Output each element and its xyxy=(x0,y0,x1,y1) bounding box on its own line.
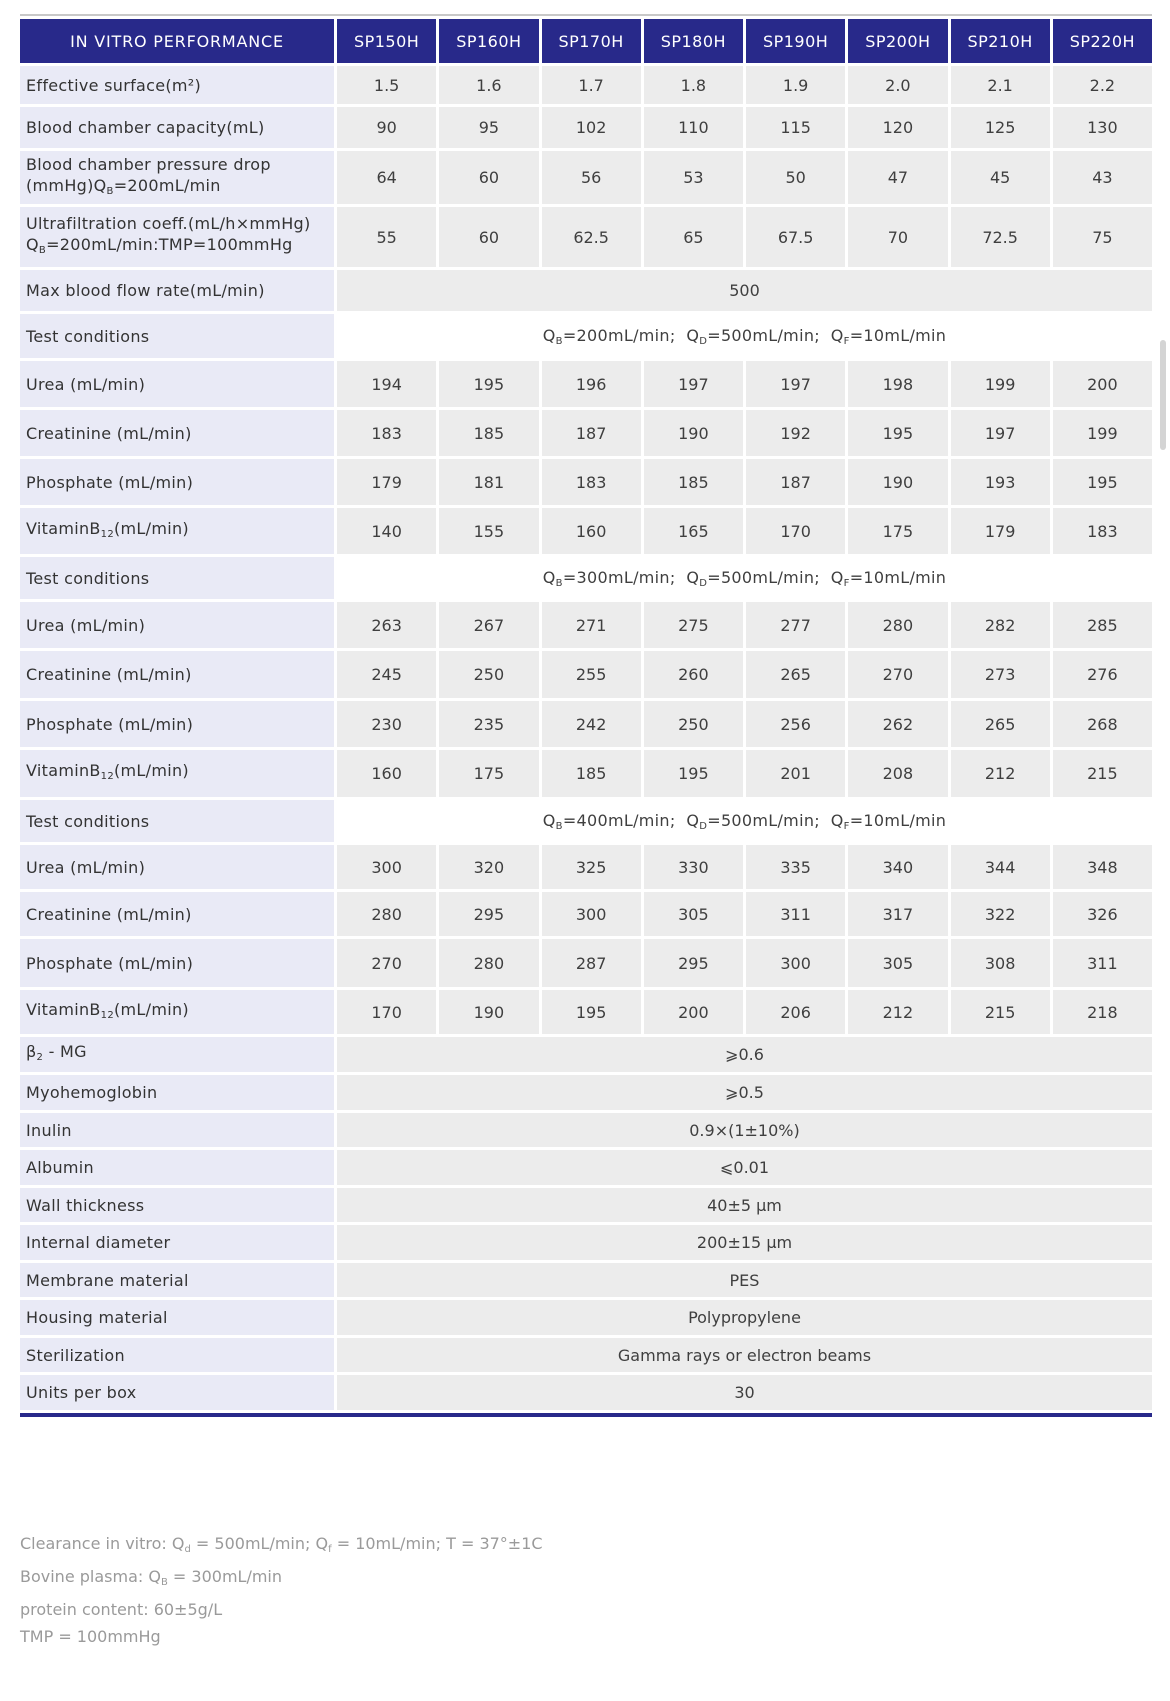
row-label: Sterilization xyxy=(20,1338,334,1372)
cell: 200 xyxy=(644,990,743,1034)
bottom-rule xyxy=(20,1413,1152,1417)
cell: 65 xyxy=(644,207,743,267)
row-property xyxy=(20,1150,1152,1185)
row-label: Myohemoglobin xyxy=(20,1075,334,1110)
label-text: VitaminB xyxy=(26,761,101,780)
row-effective-surface xyxy=(20,66,1152,104)
row-label: Effective surface(m²) xyxy=(20,66,334,104)
cell: 265 xyxy=(951,701,1050,747)
row-property xyxy=(20,1113,1152,1147)
cell: 270 xyxy=(337,939,436,987)
cell: 53 xyxy=(644,151,743,204)
cell: 335 xyxy=(746,845,845,889)
cell: 212 xyxy=(848,990,947,1034)
cell: 102 xyxy=(542,107,641,148)
cell: 185 xyxy=(644,459,743,505)
cell: 2.1 xyxy=(951,66,1050,104)
row-test-conditions xyxy=(20,557,1152,599)
merged-cell: 200±15 μm xyxy=(337,1225,1152,1260)
cell: 230 xyxy=(337,701,436,747)
cell: 183 xyxy=(542,459,641,505)
note-text: = 300mL/min xyxy=(167,1567,283,1586)
label-text: (mL/min) xyxy=(114,999,189,1019)
subscript: f xyxy=(328,1544,332,1555)
cell: 120 xyxy=(848,107,947,148)
cell: 300 xyxy=(542,892,641,936)
subscript: B xyxy=(555,820,563,832)
cell: 300 xyxy=(337,845,436,889)
cell: 344 xyxy=(951,845,1050,889)
cell: 1.6 xyxy=(439,66,538,104)
condition-value: =10mL/min xyxy=(849,325,947,345)
condition-q: Q xyxy=(686,325,700,345)
row-label xyxy=(20,750,334,797)
header-row xyxy=(20,19,1152,63)
cell: 308 xyxy=(951,939,1050,987)
cell: 242 xyxy=(542,701,641,747)
cell: 47 xyxy=(848,151,947,204)
footnotes xyxy=(20,1530,543,1650)
row-max-flow xyxy=(20,270,1152,311)
row-label: Phosphate (mL/min) xyxy=(20,939,334,987)
row-label: Urea (mL/min) xyxy=(20,602,334,648)
subscript: 12 xyxy=(100,528,114,540)
cell: 201 xyxy=(746,750,845,797)
cell: 280 xyxy=(439,939,538,987)
model-header: SP220H xyxy=(1053,19,1152,63)
row-label xyxy=(20,207,334,267)
model-header: SP170H xyxy=(542,19,641,63)
row-label: Wall thickness xyxy=(20,1188,334,1222)
cell: 110 xyxy=(644,107,743,148)
cell: 195 xyxy=(542,990,641,1034)
cell: 311 xyxy=(746,892,845,936)
row-property xyxy=(20,1188,1152,1222)
cell: 348 xyxy=(1053,845,1152,889)
model-header: SP200H xyxy=(848,19,947,63)
cell: 200 xyxy=(1053,361,1152,407)
cell: 197 xyxy=(951,410,1050,456)
cell: 256 xyxy=(746,701,845,747)
table-title: IN VITRO PERFORMANCE xyxy=(20,19,334,63)
condition-q: Q xyxy=(686,567,700,587)
cell: 70 xyxy=(848,207,947,267)
label-text: (mL/min) xyxy=(114,761,189,780)
cell: 56 xyxy=(542,151,641,204)
subscript: 2 xyxy=(36,1052,44,1063)
test-conditions-cell xyxy=(337,314,1152,358)
row-label: Creatinine (mL/min) xyxy=(20,651,334,698)
cell: 195 xyxy=(644,750,743,797)
cell: 311 xyxy=(1053,939,1152,987)
note-line: TMP = 100mmHg xyxy=(20,1627,161,1646)
cell: 194 xyxy=(337,361,436,407)
note-line: protein content: 60±5g/L xyxy=(20,1600,223,1619)
subscript: 12 xyxy=(100,1009,114,1021)
cell: 183 xyxy=(1053,508,1152,554)
cell: 193 xyxy=(951,459,1050,505)
performance-table xyxy=(17,16,1155,1413)
label-text: β xyxy=(26,1042,37,1061)
cell: 125 xyxy=(951,107,1050,148)
cell: 192 xyxy=(746,410,845,456)
cell: 199 xyxy=(951,361,1050,407)
subscript: D xyxy=(699,335,708,347)
cell: 62.5 xyxy=(542,207,641,267)
row-phosphate xyxy=(20,939,1152,987)
row-label xyxy=(20,508,334,554)
cell: 190 xyxy=(848,459,947,505)
subscript: F xyxy=(843,335,850,347)
subscript: B xyxy=(555,335,563,347)
note-line xyxy=(20,1530,543,1563)
cell: 190 xyxy=(644,410,743,456)
label-text: VitaminB xyxy=(26,518,101,538)
cell: 1.8 xyxy=(644,66,743,104)
cell: 285 xyxy=(1053,602,1152,648)
row-label: Phosphate (mL/min) xyxy=(20,459,334,505)
cell: 130 xyxy=(1053,107,1152,148)
row-label: Internal diameter xyxy=(20,1225,334,1260)
label-line: Q xyxy=(26,235,39,254)
cell: 212 xyxy=(951,750,1050,797)
subscript: d xyxy=(184,1544,191,1555)
cell: 262 xyxy=(848,701,947,747)
merged-cell: 40±5 μm xyxy=(337,1188,1152,1222)
cell: 50 xyxy=(746,151,845,204)
cell: 282 xyxy=(951,602,1050,648)
cell: 95 xyxy=(439,107,538,148)
cell: 195 xyxy=(848,410,947,456)
cell: 185 xyxy=(439,410,538,456)
row-blood-capacity xyxy=(20,107,1152,148)
cell: 1.5 xyxy=(337,66,436,104)
label-text: VitaminB xyxy=(26,999,101,1019)
row-test-conditions xyxy=(20,314,1152,358)
row-property xyxy=(20,1375,1152,1410)
cell: 175 xyxy=(439,750,538,797)
row-label: Phosphate (mL/min) xyxy=(20,701,334,747)
row-label: Urea (mL/min) xyxy=(20,845,334,889)
cell: 275 xyxy=(644,602,743,648)
cell: 250 xyxy=(644,701,743,747)
merged-cell: 500 xyxy=(337,270,1152,311)
merged-cell: ⩾0.5 xyxy=(337,1075,1152,1110)
model-header: SP150H xyxy=(337,19,436,63)
cell: 140 xyxy=(337,508,436,554)
row-label: Creatinine (mL/min) xyxy=(20,892,334,936)
cell: 280 xyxy=(848,602,947,648)
row-uf-coeff xyxy=(20,207,1152,267)
cell: 325 xyxy=(542,845,641,889)
cell: 197 xyxy=(644,361,743,407)
cell: 2.2 xyxy=(1053,66,1152,104)
row-creatinine xyxy=(20,892,1152,936)
cell: 277 xyxy=(746,602,845,648)
cell: 206 xyxy=(746,990,845,1034)
cell: 197 xyxy=(746,361,845,407)
cell: 187 xyxy=(746,459,845,505)
condition-q: Q xyxy=(686,810,700,830)
row-vitb12 xyxy=(20,990,1152,1034)
label-text: (mL/min) xyxy=(114,518,189,538)
row-label: Albumin xyxy=(20,1150,334,1185)
cell: 195 xyxy=(1053,459,1152,505)
cell: 268 xyxy=(1053,701,1152,747)
cell: 320 xyxy=(439,845,538,889)
subscript: B xyxy=(160,1577,168,1588)
row-urea xyxy=(20,602,1152,648)
cell: 287 xyxy=(542,939,641,987)
cell: 190 xyxy=(439,990,538,1034)
cell: 60 xyxy=(439,207,538,267)
condition-q: Q xyxy=(830,567,844,587)
cell: 280 xyxy=(337,892,436,936)
cell: 179 xyxy=(337,459,436,505)
label-line: =200mL/min xyxy=(113,175,221,195)
row-vitb12 xyxy=(20,508,1152,554)
model-header: SP210H xyxy=(951,19,1050,63)
model-header: SP190H xyxy=(746,19,845,63)
cell: 340 xyxy=(848,845,947,889)
note-text: Clearance in vitro: Q xyxy=(20,1534,185,1553)
label-text: - MG xyxy=(43,1042,87,1061)
cell: 317 xyxy=(848,892,947,936)
cell: 196 xyxy=(542,361,641,407)
cell: 326 xyxy=(1053,892,1152,936)
subscript: 12 xyxy=(100,771,114,782)
condition-value: =10mL/min xyxy=(849,567,947,587)
cell: 271 xyxy=(542,602,641,648)
cell: 235 xyxy=(439,701,538,747)
row-label xyxy=(20,151,334,204)
cell: 276 xyxy=(1053,651,1152,698)
test-conditions-cell xyxy=(337,800,1152,842)
label-line: (mmHg)Q xyxy=(26,175,107,195)
label-line: =200mL/min:TMP=100mmHg xyxy=(46,235,293,254)
row-label: Test conditions xyxy=(20,800,334,842)
row-label: Blood chamber capacity(mL) xyxy=(20,107,334,148)
row-property xyxy=(20,1300,1152,1335)
test-conditions-cell xyxy=(337,557,1152,599)
merged-cell: 30 xyxy=(337,1375,1152,1410)
cell: 218 xyxy=(1053,990,1152,1034)
row-pressure-drop xyxy=(20,151,1152,204)
row-urea xyxy=(20,845,1152,889)
cell: 250 xyxy=(439,651,538,698)
condition-value: =200mL/min; xyxy=(562,325,676,345)
row-property xyxy=(20,1225,1152,1260)
row-label xyxy=(20,1037,334,1072)
condition-q: Q xyxy=(830,325,844,345)
cell: 55 xyxy=(337,207,436,267)
cell: 170 xyxy=(337,990,436,1034)
merged-cell: PES xyxy=(337,1263,1152,1297)
cell: 2.0 xyxy=(848,66,947,104)
model-header: SP180H xyxy=(644,19,743,63)
cell: 67.5 xyxy=(746,207,845,267)
condition-q: Q xyxy=(542,567,556,587)
cell: 260 xyxy=(644,651,743,698)
cell: 295 xyxy=(644,939,743,987)
merged-cell: ⩾0.6 xyxy=(337,1037,1152,1072)
cell: 90 xyxy=(337,107,436,148)
cell: 160 xyxy=(542,508,641,554)
cell: 265 xyxy=(746,651,845,698)
condition-q: Q xyxy=(542,810,556,830)
cell: 179 xyxy=(951,508,1050,554)
row-label: Inulin xyxy=(20,1113,334,1147)
note-text: = 10mL/min; T = 37°±1C xyxy=(331,1534,543,1553)
condition-q: Q xyxy=(542,325,556,345)
row-urea xyxy=(20,361,1152,407)
label-line: Ultrafiltration coeff.(mL/h×mmHg) xyxy=(26,214,311,233)
cell: 165 xyxy=(644,508,743,554)
cell: 305 xyxy=(644,892,743,936)
cell: 181 xyxy=(439,459,538,505)
cell: 1.7 xyxy=(542,66,641,104)
label-line: Blood chamber pressure drop xyxy=(26,154,271,174)
cell: 185 xyxy=(542,750,641,797)
cell: 215 xyxy=(1053,750,1152,797)
condition-value: =500mL/min; xyxy=(707,325,820,345)
cell: 199 xyxy=(1053,410,1152,456)
row-label: Max blood flow rate(mL/min) xyxy=(20,270,334,311)
row-phosphate xyxy=(20,701,1152,747)
condition-value: =10mL/min xyxy=(849,810,947,830)
subscript: B xyxy=(106,185,114,197)
merged-cell: Gamma rays or electron beams xyxy=(337,1338,1152,1372)
subscript: B xyxy=(555,577,563,589)
cell: 160 xyxy=(337,750,436,797)
row-label: Creatinine (mL/min) xyxy=(20,410,334,456)
cell: 60 xyxy=(439,151,538,204)
cell: 45 xyxy=(951,151,1050,204)
row-vitb12 xyxy=(20,750,1152,797)
cell: 245 xyxy=(337,651,436,698)
cell: 175 xyxy=(848,508,947,554)
merged-cell: ⩽0.01 xyxy=(337,1150,1152,1185)
note-line xyxy=(20,1563,543,1596)
condition-q: Q xyxy=(830,810,844,830)
cell: 170 xyxy=(746,508,845,554)
note-text: = 500mL/min; Q xyxy=(190,1534,329,1553)
cell: 215 xyxy=(951,990,1050,1034)
cell: 267 xyxy=(439,602,538,648)
cell: 72.5 xyxy=(951,207,1050,267)
row-property xyxy=(20,1037,1152,1072)
cell: 1.9 xyxy=(746,66,845,104)
row-property xyxy=(20,1263,1152,1297)
model-header: SP160H xyxy=(439,19,538,63)
cell: 64 xyxy=(337,151,436,204)
subscript: F xyxy=(843,577,850,589)
row-label: Membrane material xyxy=(20,1263,334,1297)
note-text: Bovine plasma: Q xyxy=(20,1567,161,1586)
cell: 43 xyxy=(1053,151,1152,204)
merged-cell: Polypropylene xyxy=(337,1300,1152,1335)
subscript: D xyxy=(699,577,708,589)
row-label xyxy=(20,990,334,1034)
cell: 322 xyxy=(951,892,1050,936)
row-label: Housing material xyxy=(20,1300,334,1335)
row-label: Test conditions xyxy=(20,557,334,599)
cell: 195 xyxy=(439,361,538,407)
row-creatinine xyxy=(20,410,1152,456)
merged-cell: 0.9×(1±10%) xyxy=(337,1113,1152,1147)
performance-sheet xyxy=(20,16,1152,1417)
cell: 273 xyxy=(951,651,1050,698)
cell: 295 xyxy=(439,892,538,936)
row-label: Urea (mL/min) xyxy=(20,361,334,407)
condition-value: =500mL/min; xyxy=(707,567,820,587)
cell: 330 xyxy=(644,845,743,889)
row-test-conditions xyxy=(20,800,1152,842)
condition-value: =500mL/min; xyxy=(707,810,820,830)
subscript: F xyxy=(843,820,850,832)
row-property xyxy=(20,1075,1152,1110)
row-label: Test conditions xyxy=(20,314,334,358)
condition-value: =300mL/min; xyxy=(562,567,676,587)
cell: 255 xyxy=(542,651,641,698)
cell: 300 xyxy=(746,939,845,987)
cell: 115 xyxy=(746,107,845,148)
row-phosphate xyxy=(20,459,1152,505)
subscript: D xyxy=(699,820,708,832)
cell: 183 xyxy=(337,410,436,456)
cell: 187 xyxy=(542,410,641,456)
cell: 208 xyxy=(848,750,947,797)
scrollbar-thumb[interactable] xyxy=(1160,340,1166,450)
cell: 75 xyxy=(1053,207,1152,267)
row-property xyxy=(20,1338,1152,1372)
row-label: Units per box xyxy=(20,1375,334,1410)
cell: 270 xyxy=(848,651,947,698)
subscript: B xyxy=(38,245,47,256)
cell: 263 xyxy=(337,602,436,648)
cell: 198 xyxy=(848,361,947,407)
row-creatinine xyxy=(20,651,1152,698)
condition-value: =400mL/min; xyxy=(562,810,676,830)
cell: 155 xyxy=(439,508,538,554)
cell: 305 xyxy=(848,939,947,987)
